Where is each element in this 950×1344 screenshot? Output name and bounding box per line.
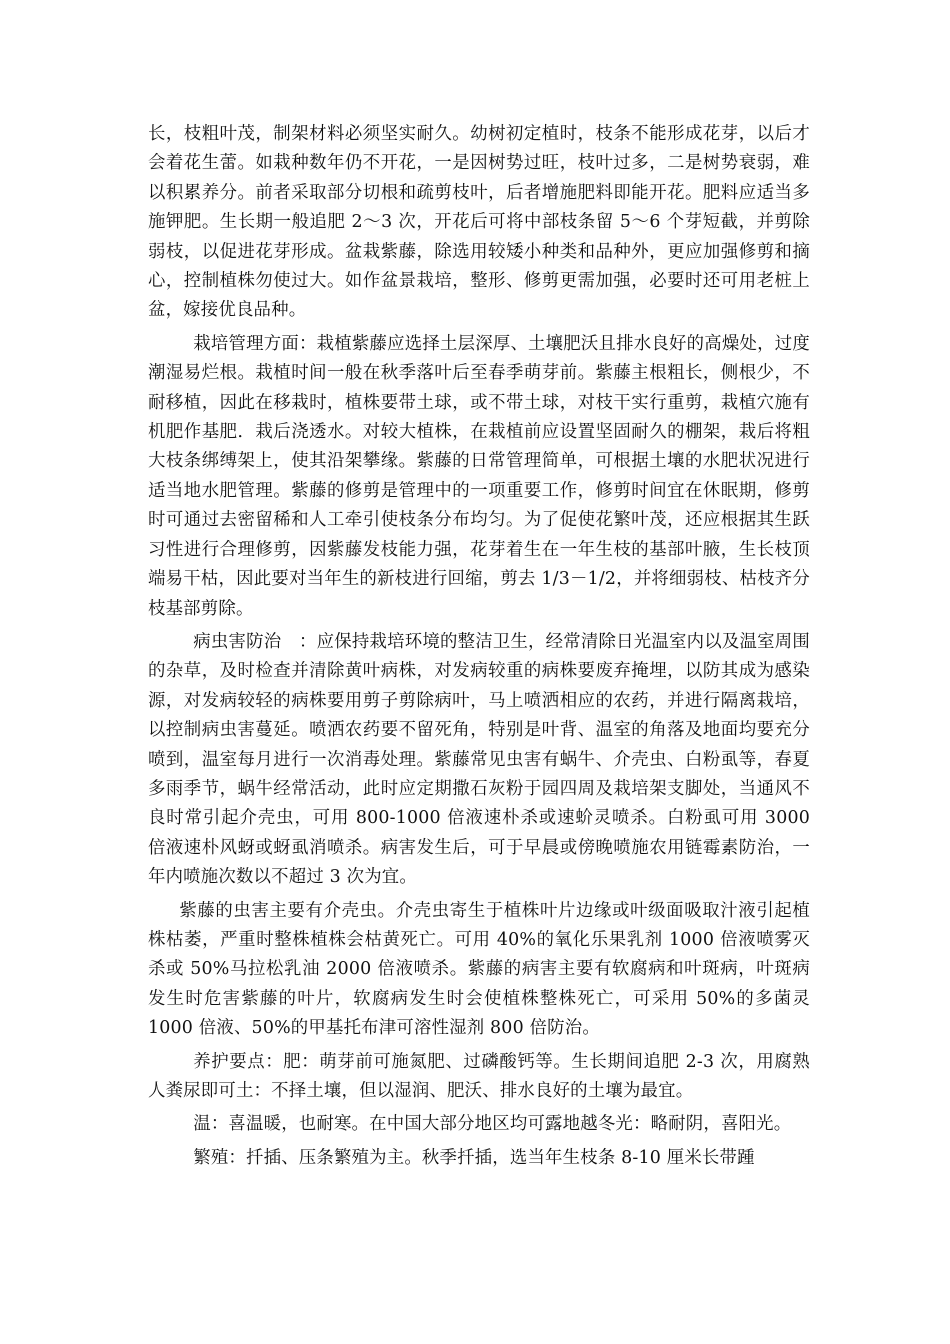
paragraph-care-points: 养护要点：肥：萌芽前可施氮肥、过磷酸钙等。生长期间追肥 2-3 次，用腐熟人粪尿即可土：不择土壤，但以湿润、肥沃、排水良好的土壤为最宜。	[148, 1051, 810, 1101]
paragraph-pest-control: 病虫害防治 ：应保持栽培环境的整洁卫生，经常清除日光温室内以及温室周围的杂草，及时检查并清除黄叶病株，对发病较重的病株要废弃掩埋，以防其成为感染源，对发病较轻的病株要用剪子剪除病叶，马上喷洒相应的农药，并进行隔离栽培，以控制病虫害蔓延。喷洒农药要不留死角，特别是叶背、温室的角落及地面均要充分喷到，温室每月进行一次消毒处理。紫藤常见虫害有蜗牛、介壳虫、白粉虱等，春夏多雨季节，蜗牛经常活动，此时应定期撒石灰粉于园四周及栽培架支脚处，当通风不良时常引起介壳虫，可用 800-1000 倍液速朴杀或速蚧灵喷杀。白粉虱可用 3000 倍液速朴风蚜或蚜虱消喷杀。病害发生后，可于早晨或傍晚喷施农用链霉素防治，一年内喷施次数以不超过 3 次为宜。	[148, 631, 810, 888]
paragraph-temperature-light: 温：喜温暖，也耐寒。在中国大部分地区均可露地越冬光：略耐阴，喜阳光。	[193, 1114, 792, 1135]
paragraph-cultivation-management: 栽培管理方面：栽植紫藤应选择土层深厚、土壤肥沃且排水良好的高燥处，过度潮湿易烂根。栽植时间一般在秋季落叶后至春季萌芽前。紫藤主根粗长，侧根少，不耐移植，因此在移栽时，植株要带土球，或不带土球，对枝干实行重剪，栽植穴施有机肥作基肥．栽后浇透水。对较大植株，在栽植前应设置坚固耐久的棚架，栽后将粗大枝条绑缚架上，使其沿架攀缘。紫藤的日常管理简单，可根据土壤的水肥状况进行适当地水肥管理。紫藤的修剪是管理中的一项重要工作，修剪时间宜在休眠期，修剪时可通过去密留稀和人工牵引使枝条分布均匀。为了促使花繁叶茂，还应根据其生跃习性进行合理修剪，因紫藤发枝能力强，花芽着生在一年生枝的基部叶腋，生长枝顶端易干枯，因此要对当年生的新枝进行回缩，剪去 1/3－1/2，并将细弱枝、枯枝齐分枝基部剪除。	[148, 333, 810, 619]
paragraph-propagation: 繁殖：扦插、压条繁殖为主。秋季扦插，选当年生枝条 8-10 厘米长带踵	[193, 1147, 755, 1168]
paragraph-insect-pests: 紫藤的虫害主要有介壳虫。介壳虫寄生于植株叶片边缘或叶级面吸取汁液引起植株枯萎，严重时整株植株会枯黄死亡。可用 40%的氧化乐果乳剂 1000 倍液喷雾灭杀或 50%马拉松乳油 2000 倍液喷杀。紫藤的病害主要有软腐病和叶斑病，叶斑病发生时危害紫藤的叶片，软腐病发生时会使植株整株死亡，可采用 50%的多菌灵 1000 倍液、50%的甲基托布津可溶性湿剂 800 倍防治。	[148, 900, 810, 1039]
paragraph-pruning-fertilizing: 长，枝粗叶茂，制架材料必须坚实耐久。幼树初定植时，枝条不能形成花芽，以后才会着花生蕾。如栽种数年仍不开花，一是因树势过旺，枝叶过多，二是树势衰弱，难以积累养分。前者采取部分切根和疏剪枝叶，后者增施肥料即能开花。肥料应适当多施钾肥。生长期一般追肥 2～3 次，开花后可将中部枝条留 5～6 个芽短截，并剪除弱枝，以促进花芽形成。盆栽紫藤，除选用较矮小种类和品种外，更应加强修剪和摘心，控制植株勿使过大。如作盆景栽培，整形、修剪更需加强，必要时还可用老桩上盆，嫁接优良品种。	[148, 124, 810, 321]
document-body	[148, 120, 810, 1173]
